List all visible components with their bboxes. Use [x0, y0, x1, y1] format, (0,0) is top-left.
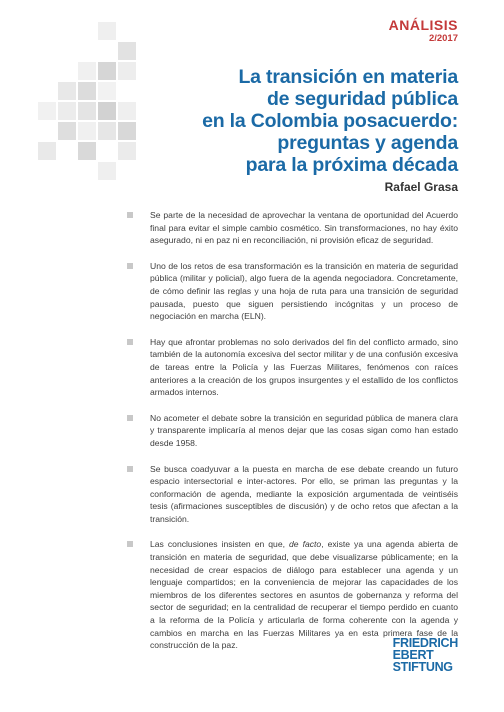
title-line: en la Colombia posacuerdo:	[202, 110, 458, 132]
deco-square	[78, 62, 96, 80]
bullet-square-icon	[127, 541, 133, 547]
deco-square	[78, 102, 96, 120]
deco-square	[98, 102, 116, 120]
deco-square	[58, 122, 76, 140]
bullet-square-icon	[127, 212, 133, 218]
list-item-text: Hay que afrontar problemas no solo derivados del fin del conflicto armado, sino también de la autonomía excesiva del sector militar y de una confusión excesiva de tareas entre la Policía y las Fuerzas Militares, fenómenos con raíces anteriores a la creación de los grupos insurgentes y el estallido de los conflictos armados internos.	[150, 336, 458, 398]
logo-line: STIFTUNG	[392, 660, 453, 674]
fes-logo	[393, 637, 458, 673]
list-item-text: Se parte de la necesidad de aprovechar la ventana de oportunidad del Acuerdo final para evitar el simple cambio cosmético. Sin transformaciones, no hay éxito asegurado, ni en paz ni en reconciliación, ni provisión eficaz de seguridad.	[150, 210, 458, 246]
deco-square	[78, 142, 96, 160]
list-item	[150, 260, 458, 323]
list-item	[150, 209, 458, 247]
author-name: Rafael Grasa	[384, 180, 458, 194]
emphasis-text: de facto	[289, 539, 322, 550]
bullet-square-icon	[127, 263, 133, 269]
deco-square	[98, 122, 116, 140]
deco-square	[58, 102, 76, 120]
bullet-square-icon	[127, 466, 133, 472]
bullet-square-icon	[127, 415, 133, 421]
document-title	[128, 66, 458, 176]
deco-square	[78, 122, 96, 140]
list-item-text	[150, 539, 458, 650]
deco-square	[98, 82, 116, 100]
logo-line: FRIEDRICH	[392, 636, 458, 650]
title-line: preguntas y agenda	[277, 132, 458, 154]
list-item	[150, 336, 458, 399]
list-item	[150, 463, 458, 526]
title-line: La transición en materia	[238, 66, 458, 88]
text-run: Las conclusiones insisten en que,	[150, 539, 289, 550]
summary-list	[150, 209, 458, 665]
list-item-text: Uno de los retos de esa transformación es la transición en materia de seguridad pública (militar y policial), algo fuera de la agenda negociadora. Concretamente, de cómo definir las reglas y una hoja de ruta para una transición de seguridad pausada, puesto que siguen persistiendo incógnitas y un proceso de negociación en marcha (ELN).	[150, 260, 458, 322]
deco-square	[98, 62, 116, 80]
deco-square	[78, 82, 96, 100]
list-item-text: No acometer el debate sobre la transición en seguridad pública de manera clara y transparente implicaría al menos dejar que las cosas sigan como han estado desde 1958.	[150, 412, 458, 448]
deco-square	[38, 142, 56, 160]
series-number: 2/2017	[428, 33, 458, 44]
deco-square	[38, 102, 56, 120]
title-line: para la próxima década	[245, 154, 458, 176]
deco-square	[98, 162, 116, 180]
list-item	[150, 538, 458, 651]
deco-square	[58, 82, 76, 100]
list-item	[150, 412, 458, 450]
list-item-text: Se busca coadyuvar a la puesta en marcha de ese debate creando un futuro espacio intersectorial e inter-actores. Por ello, se priman las preguntas y la conformación de agenda, mediante la exposición argumentada de veintiséis tesis (afirmaciones susceptibles de discusión) y de ocho retos que afectan a la transición.	[150, 463, 458, 524]
deco-square	[98, 22, 116, 40]
series-label: ANÁLISIS	[388, 17, 458, 33]
deco-square	[118, 42, 136, 60]
title-line: de seguridad pública	[266, 88, 458, 110]
logo-line: EBERT	[392, 648, 434, 662]
bullet-square-icon	[127, 339, 133, 345]
text-run: , existe ya una agenda abierta de transición en materia de seguridad, que debe visualizarse públicamente; en la necesidad de crear espacios de diálogo para establecer una agenda y un lenguaje compartidos; en la conveniencia de mejorar las capacidades de los miembros de los diferentes sectores en asuntos de gobernanza y reforma del sector de seguridad; en la centralidad de recuperar el tiempo perdido en cuanto a la reforma de la Policía y articularla de forma coherente con la agenda y cambios en marcha en las Fuerzas Militares ya en esta primera fase de la construcción de la paz.	[150, 539, 459, 651]
